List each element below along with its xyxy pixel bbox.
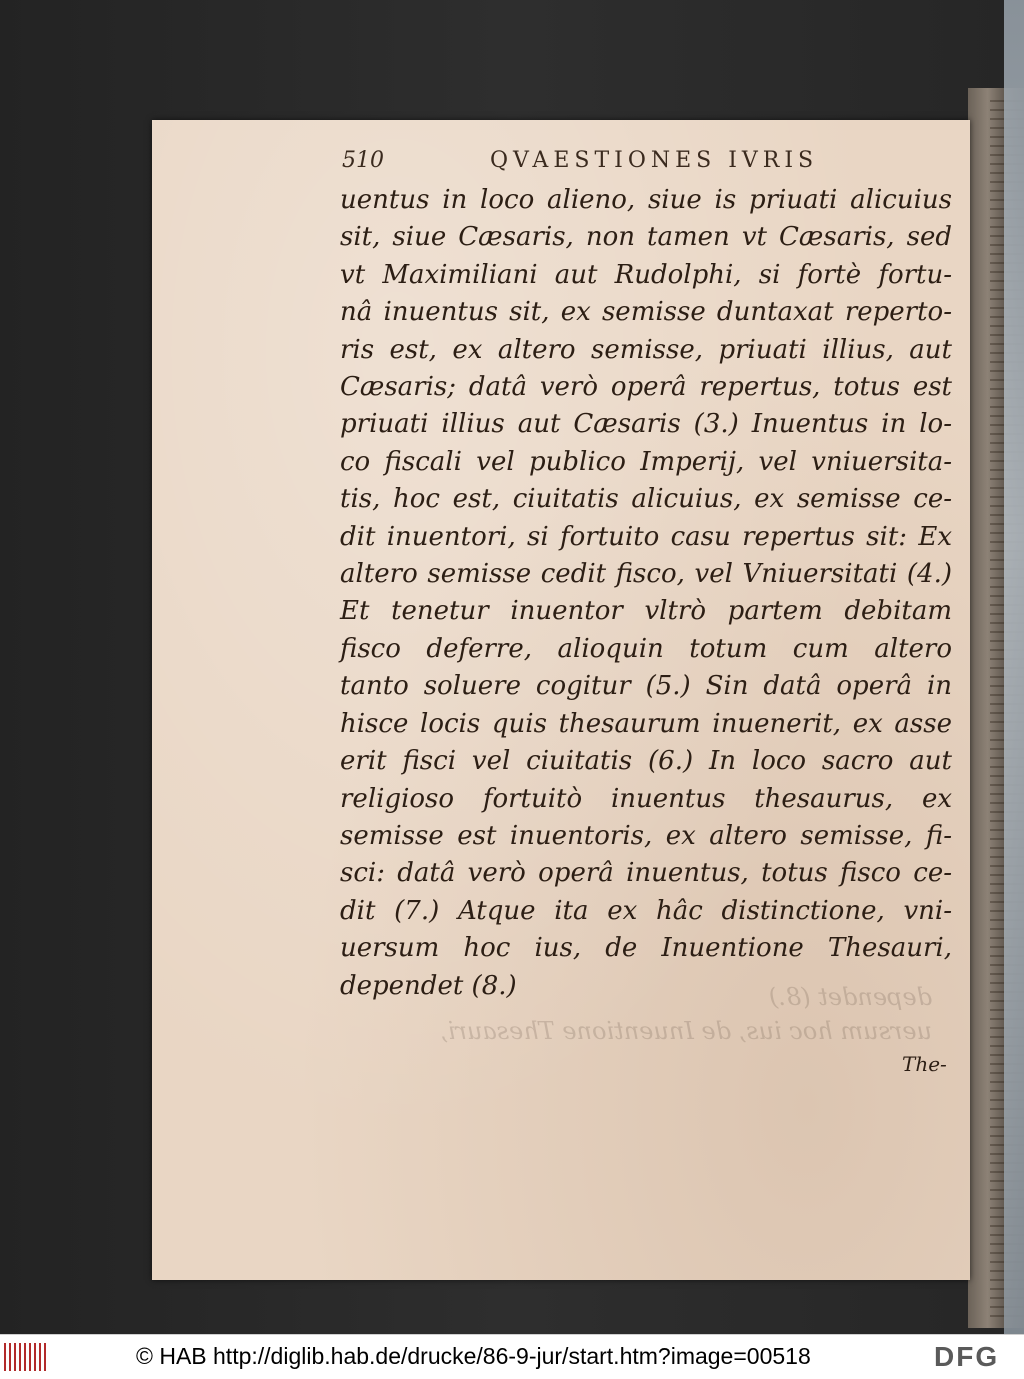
page-number: 510 [342,148,384,173]
text-line: Cæsaris; datâ verò operâ repertus, totus est [340,372,952,403]
page-header [342,142,962,178]
running-head: QVAESTIONES IVRIS [490,148,819,173]
text-line: dependet (8.) [340,970,517,1001]
text-line: ris est, ex altero semisse, priuati illius, aut [340,334,952,365]
text-line: nâ inuentus sit, ex semisse duntaxat reperto- [340,297,952,328]
text-line: erit fisci vel ciuitatis (6.) In loco sacro aut [340,746,952,777]
show-through-text: dependet (8.) uersum hoc ius, de Inuentione Thesauri, [440,983,932,1045]
book-page [152,120,970,1280]
text-line: dit inuentori, si fortuito casu repertus sit: Ex [340,521,952,552]
text-line: tis, hoc est, ciuitatis alicuius, ex semisse ce- [340,484,952,515]
text-line: fisco deferre, alioquin totum cum altero [340,633,952,664]
text-line: tanto soluere cogitur (5.) Sin datâ operâ in [340,671,952,702]
text-line: vt Maximiliani aut Rudolphi, si fortè fortu- [340,259,952,290]
text-line: semisse est inuentoris, ex altero semisse, fi- [340,820,952,851]
text-line: religioso fortuitò inuentus thesaurus, ex [340,783,952,814]
text-line: co fiscali vel publico Imperij, vel vniuersita- [340,446,952,477]
text-line: priuati illius aut Cæsaris (3.) Inuentus in lo- [340,409,952,440]
text-line: altero semisse cedit fisco, vel Vniuersitati (4.) [340,559,952,590]
text-line: sit, siue Cæsaris, non tamen vt Cæsaris, sed [340,222,952,253]
text-line: uersum hoc ius, de Inuentione Thesauri, [340,933,952,964]
catchword: The- [902,1052,947,1076]
dfg-logo: DFG [934,1341,1000,1372]
text-line: sci: datâ verò operâ inuentus, totus fisco ce- [340,858,952,889]
text-line: hisce locis quis thesaurum inuenerit, ex asse [340,708,952,739]
viewer-footer [0,1334,1024,1379]
body-text [340,182,952,1005]
barcode-icon [4,1343,46,1371]
text-line: Et tenetur inuentor vltrò partem debitam [340,596,952,627]
color-reference-strip [1004,0,1024,1334]
text-line: dit (7.) Atque ita ex hâc distinctione, vni- [340,895,952,926]
citation-link[interactable]: © HAB http://diglib.hab.de/drucke/86-9-jur/start.htm?image=00518 [136,1343,811,1369]
text-line: uentus in loco alieno, siue is priuati alicuius [340,185,952,215]
